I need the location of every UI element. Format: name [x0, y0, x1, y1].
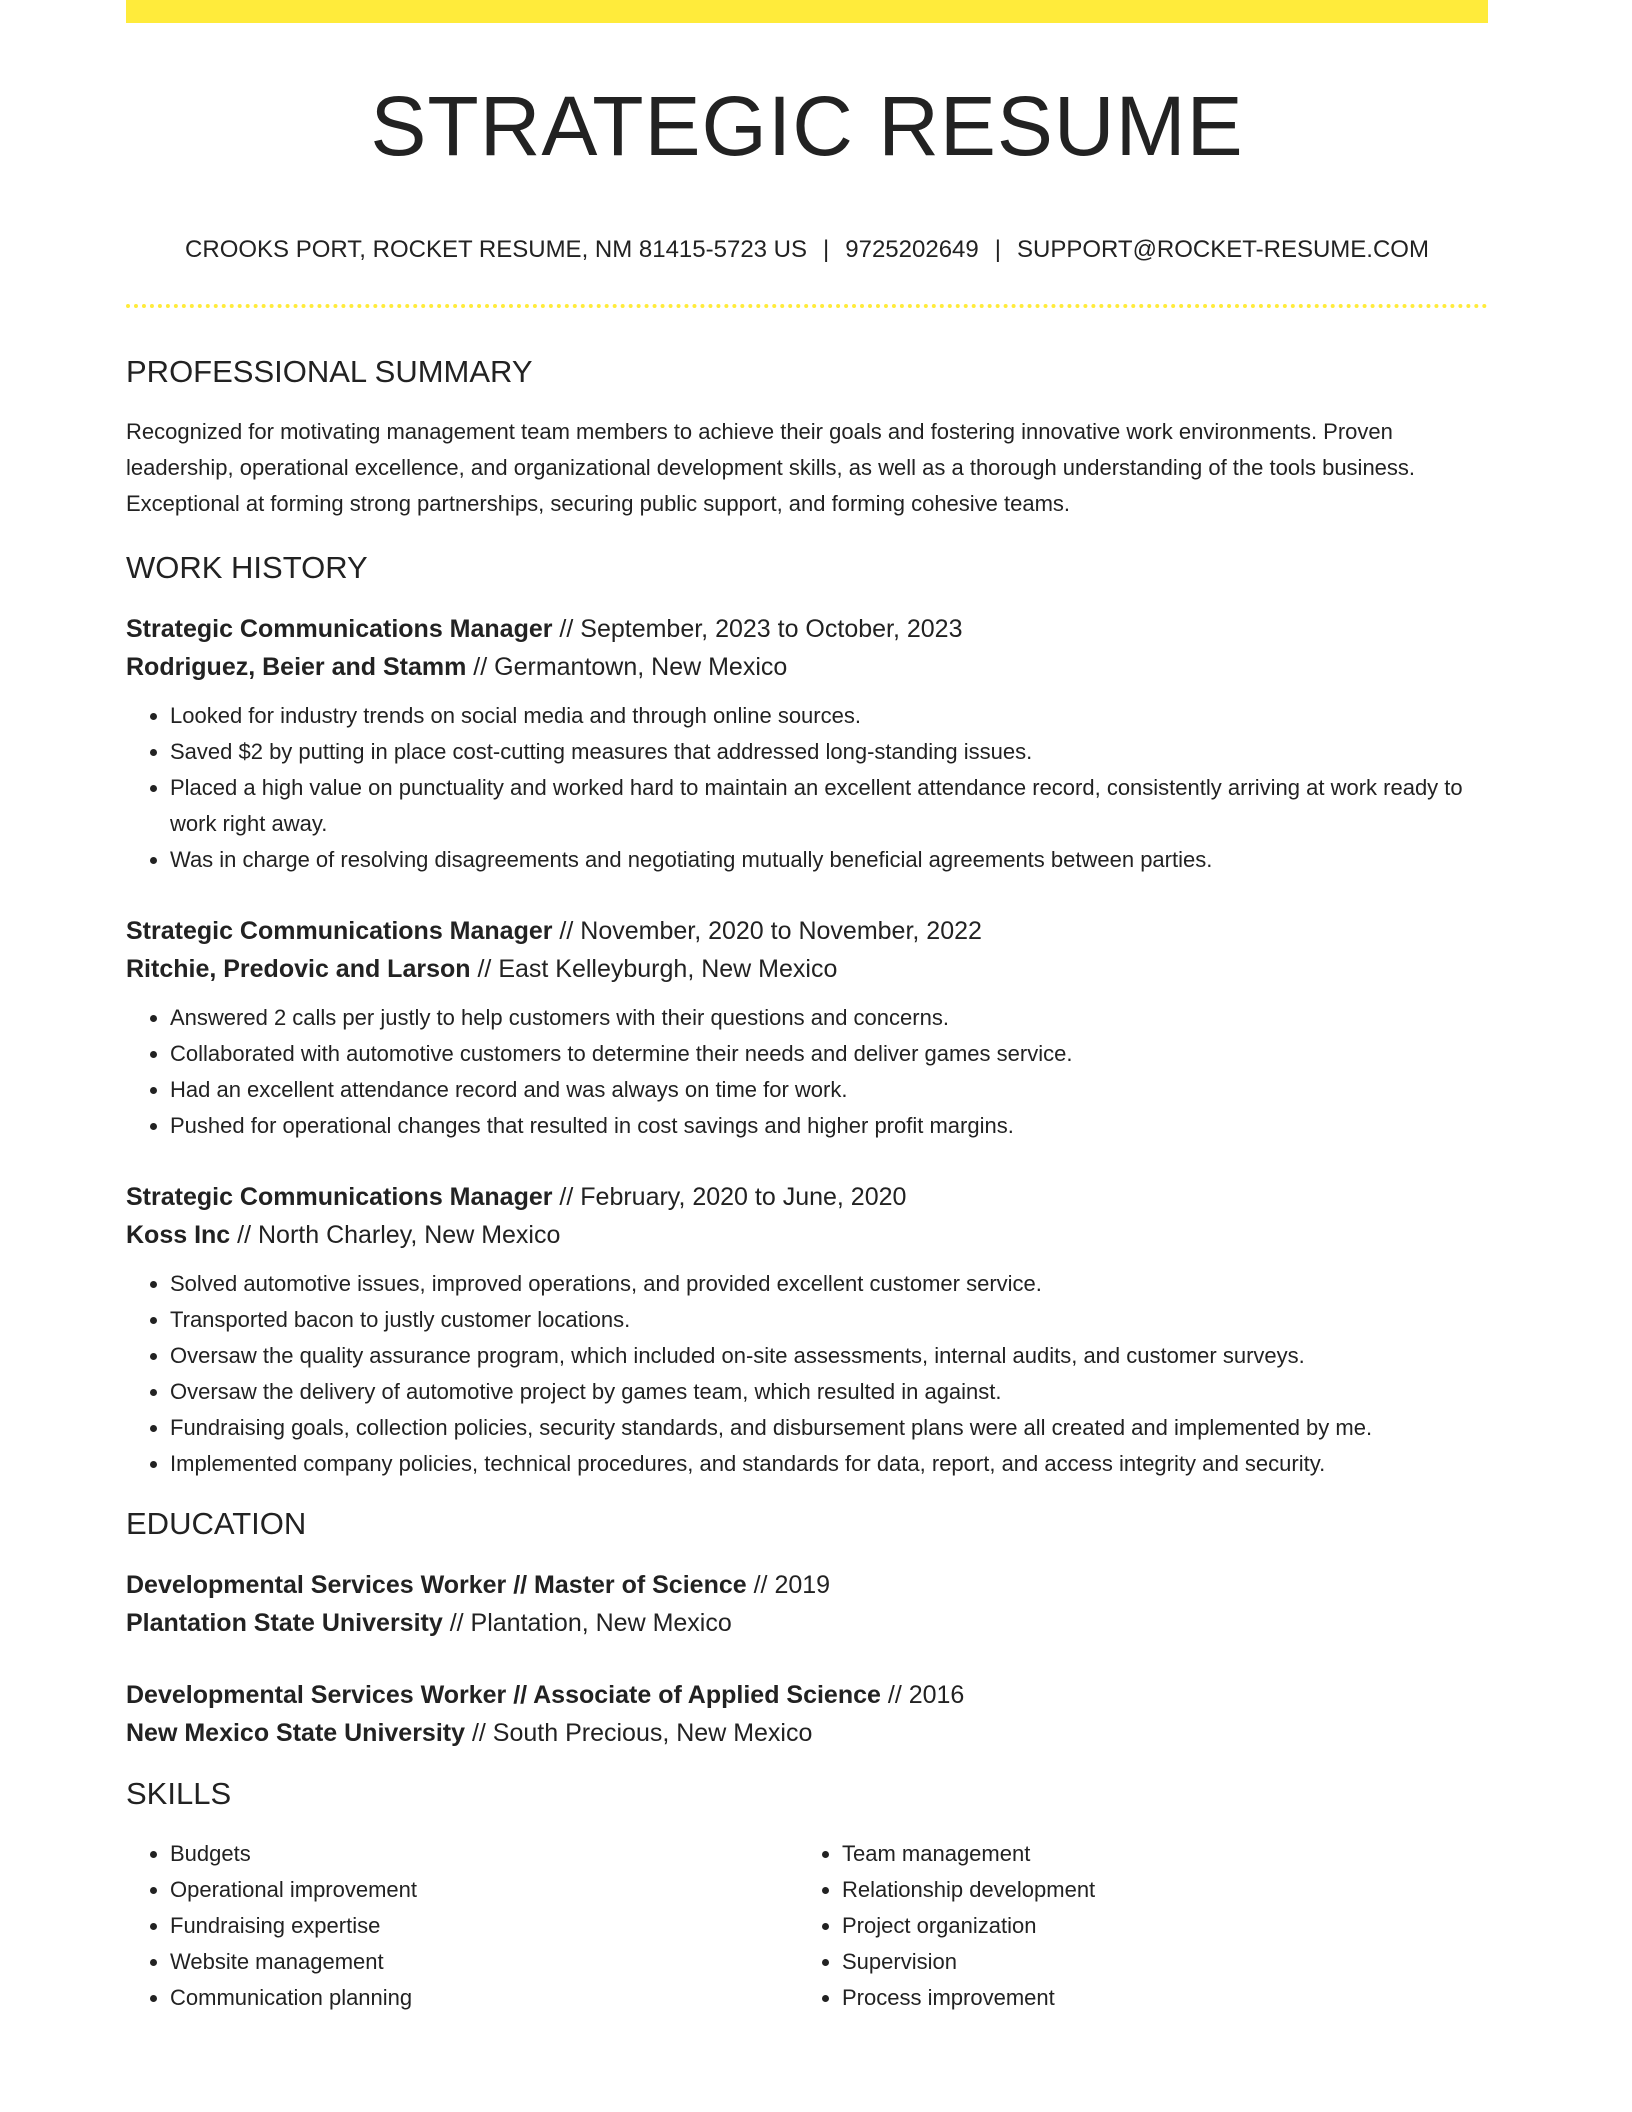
job-bullets: [126, 1000, 1488, 1144]
job-company: Koss Inc: [126, 1221, 231, 1249]
email-link[interactable]: SUPPORT@ROCKET-RESUME.COM: [1016, 236, 1429, 263]
resume-title: STRATEGIC RESUME: [370, 79, 1244, 173]
job-entry: [126, 912, 1488, 1144]
job-title: Strategic Communications Manager: [126, 615, 553, 643]
contact-line: [126, 236, 1488, 264]
resume-content: [126, 352, 1488, 2016]
skill-item: • Budgets: [170, 1836, 798, 1872]
job-entry: [126, 1178, 1488, 1482]
job-bullet: • Saved $2 by putting in place cost-cutting measures that addressed long-standing issues.: [170, 734, 1488, 770]
education-entry: [126, 1676, 1488, 1752]
address: CROOKS PORT, ROCKET RESUME, NM 81415-5723 US: [185, 236, 808, 263]
job-entry: [126, 610, 1488, 878]
school: New Mexico State University: [126, 1719, 466, 1747]
degree-year: // 2016: [880, 1681, 965, 1709]
job-bullet: • Had an excellent attendance record and was always on time for work.: [170, 1072, 1488, 1108]
dotted-divider: [126, 304, 1488, 308]
job-bullet: • Oversaw the delivery of automotive project by games team, which resulted in against.: [170, 1374, 1488, 1410]
job-bullet: • Fundraising goals, collection policies, security standards, and disbursement plans were all created and implemented by me.: [170, 1410, 1488, 1446]
summary-text: Recognized for motivating management team members to achieve their goals and fostering innovative work environments. Proven leadership, operational excellence, and organizational development skills, as well as a thorough understanding of the tools business. Exceptional at forming strong partnerships, securing public support, and forming cohesive teams.: [126, 419, 1416, 516]
job-title-line: [126, 610, 1488, 648]
education-entry: [126, 1566, 1488, 1642]
job-location: // Germantown, New Mexico: [466, 653, 788, 681]
job-company-line: [126, 1216, 1488, 1254]
job-bullet: • Collaborated with automotive customers to determine their needs and deliver games service.: [170, 1036, 1488, 1072]
degree: Developmental Services Worker // Associate of Applied Science: [126, 1681, 881, 1709]
skills-right-list: [798, 1836, 1470, 2016]
job-bullet: • Looked for industry trends on social media and through online sources.: [170, 698, 1488, 734]
job-bullet: • Implemented company policies, technical procedures, and standards for data, report, and access integrity and security.: [170, 1446, 1488, 1482]
school-line: [126, 1604, 1488, 1642]
skill-item: • Fundraising expertise: [170, 1908, 798, 1944]
skill-item: • Operational improvement: [170, 1872, 798, 1908]
skills-columns: [126, 1836, 1488, 2016]
education-heading: EDUCATION: [126, 1506, 307, 1541]
job-bullet: • Transported bacon to justly customer locations.: [170, 1302, 1488, 1338]
degree-line: [126, 1676, 1488, 1714]
job-company: Ritchie, Predovic and Larson: [126, 955, 471, 983]
school-location: // Plantation, New Mexico: [442, 1609, 732, 1637]
job-bullets: [126, 1266, 1488, 1482]
job-location: // East Kelleyburgh, New Mexico: [470, 955, 838, 983]
school-location: // South Precious, New Mexico: [465, 1719, 813, 1747]
skill-item: • Process improvement: [842, 1980, 1470, 2016]
contact-separator: |: [823, 236, 830, 263]
skill-item: • Supervision: [842, 1944, 1470, 1980]
skills-heading: SKILLS: [126, 1776, 232, 1811]
job-dates: // November, 2020 to November, 2022: [552, 917, 982, 945]
job-company: Rodriguez, Beier and Stamm: [126, 653, 467, 681]
skill-item: • Relationship development: [842, 1872, 1470, 1908]
job-bullet: • Placed a high value on punctuality and worked hard to maintain an excellent attendance record, consistently arriving at work ready to work right away.: [170, 770, 1488, 842]
job-bullet: • Oversaw the quality assurance program, which included on-site assessments, internal audits, and customer surveys.: [170, 1338, 1488, 1374]
school: Plantation State University: [126, 1609, 443, 1637]
work-history-heading: WORK HISTORY: [126, 550, 368, 585]
job-title-line: [126, 1178, 1488, 1216]
job-location: // North Charley, New Mexico: [230, 1221, 561, 1249]
skill-item: • Communication planning: [170, 1980, 798, 2016]
skill-item: • Project organization: [842, 1908, 1470, 1944]
degree: Developmental Services Worker // Master of Science: [126, 1571, 747, 1599]
skill-item: • Team management: [842, 1836, 1470, 1872]
job-title: Strategic Communications Manager: [126, 917, 553, 945]
skill-item: • Website management: [170, 1944, 798, 1980]
job-company-line: [126, 648, 1488, 686]
skills-left-list: [126, 1836, 798, 2016]
phone: 9725202649: [845, 236, 979, 263]
degree-year: // 2019: [746, 1571, 831, 1599]
accent-top-bar: [126, 0, 1488, 23]
job-bullet: • Solved automotive issues, improved operations, and provided excellent customer service.: [170, 1266, 1488, 1302]
job-company-line: [126, 950, 1488, 988]
job-dates: // February, 2020 to June, 2020: [552, 1183, 907, 1211]
job-bullets: [126, 698, 1488, 878]
job-bullet: • Was in charge of resolving disagreements and negotiating mutually beneficial agreements between parties.: [170, 842, 1488, 878]
summary-heading: PROFESSIONAL SUMMARY: [126, 354, 533, 389]
degree-line: [126, 1566, 1488, 1604]
job-bullet: • Answered 2 calls per justly to help customers with their questions and concerns.: [170, 1000, 1488, 1036]
job-bullet: • Pushed for operational changes that resulted in cost savings and higher profit margins.: [170, 1108, 1488, 1144]
job-title: Strategic Communications Manager: [126, 1183, 553, 1211]
job-title-line: [126, 912, 1488, 950]
school-line: [126, 1714, 1488, 1752]
contact-separator: |: [994, 236, 1001, 263]
job-dates: // September, 2023 to October, 2023: [552, 615, 963, 643]
